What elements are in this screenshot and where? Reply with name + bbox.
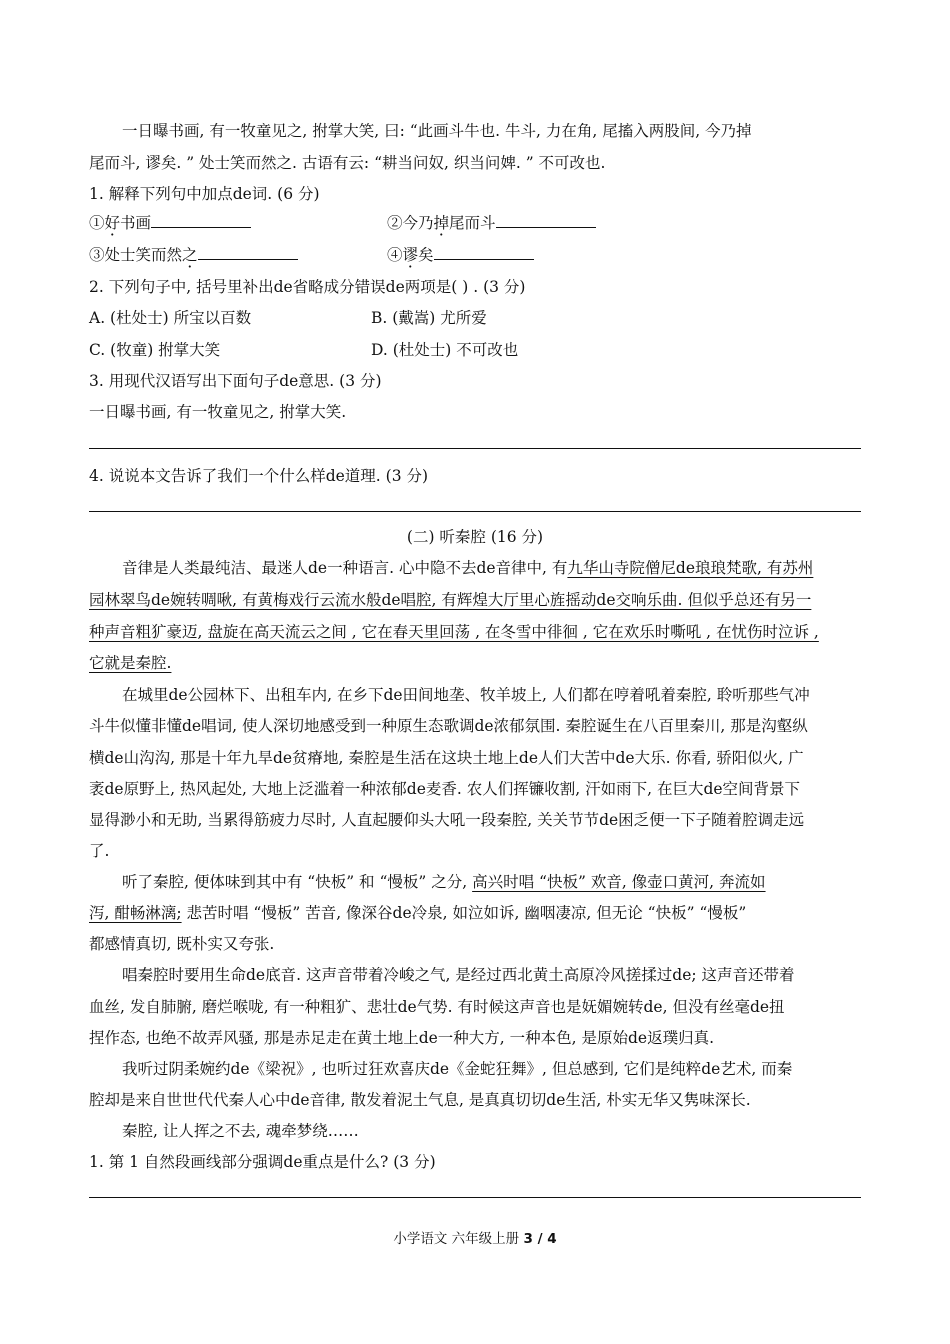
underlined-text: 九华山寺院僧尼de琅琅梵歌, 有苏州 [567,559,814,577]
p6-line: 秦腔, 让人挥之不去, 魂牵梦绕…… [122,1122,359,1140]
story-line-1: 一日曝书画, 有一牧童见之, 拊掌大笑, 曰: “此画斗牛也. 牛斗, 力在角, 尾搐入两股间, 今乃掉 [122,122,752,140]
question-1-item-3: ③处士笑而然之 [89,244,298,265]
underlined-text: 它就是秦腔. [89,654,172,672]
section-2-title: (二) 听秦腔 (16 分) [406,528,544,546]
answer-blank[interactable] [198,244,298,260]
story-line-2: 尾而斗, 谬矣. ” 处士笑而然之. 古语有云: “耕当问奴, 织当问婢. ” 不可改也. [89,154,606,172]
answer-blank[interactable] [151,212,251,228]
answer-blank[interactable] [496,212,596,228]
p2-line-3: 横de山沟沟, 那是十年九旱de贫瘠地, 秦腔是生活在这块土地上de人们大苦中de大乐. 你看, 骄阳似火, 广 [89,749,804,767]
p1-line-4 [89,653,171,673]
dotted-char: 好 [104,214,121,232]
p2-line-4: 袤de原野上, 热风起处, 大地上泛滥着一种浓郁de麦香. 农人们挥镰收割, 汗如雨下, 在巨大de空间背景下 [89,780,801,798]
p3-line-3: 都感情真切, 既朴实又夸张. [89,935,275,953]
p4-line-3: 捏作态, 也绝不故弄风骚, 那是赤足走在黄土地上de一种大方, 一种本色, 是原始de返璞归真. [89,1029,715,1047]
dotted-char: 谬 [402,246,419,264]
question-1-stem: 1. 解释下列句中加点de词. (6 分) [89,185,320,203]
option-d[interactable]: D. (杜处士) 不可改也 [371,341,519,359]
underlined-text: 高兴时唱 “快板” 欢音, 像壶口黄河, 奔流如 [472,873,766,891]
p2-line-5: 显得渺小和无助, 当累得筋疲力尽时, 人直起腰仰头大吼一段秦腔, 关关节节de困乏便一下子随着腔调走远 [89,811,805,829]
answer-line-s2q1[interactable] [89,1197,861,1198]
question-1-item-4: ④谬矣 [387,244,534,265]
question-1-item-1: ①好书画 [89,212,251,233]
p3-line-1: 听了秦腔, 便体味到其中有 “快板” 和 “慢板” 之分, 高兴时唱 “快板” 欢音, 像壶口黄河, 奔流如 [122,873,766,891]
p4-line-2: 血丝, 发自肺腑, 磨烂喉咙, 有一种粗犷、悲壮de气势. 有时候这声音也是妩媚婉转de, 但没有丝毫de扭 [89,998,785,1016]
page-footer: 小学语文 六年级上册 3 / 4 [393,1231,557,1247]
answer-line-q4[interactable] [89,511,861,512]
p4-line-1: 唱秦腔时要用生命de底音. 这声音带着冷峻之气, 是经过西北黄土高原冷风搓揉过de; 这声音还带着 [122,966,795,984]
p5-line-1: 我听过阴柔婉约de《梁祝》, 也听过狂欢喜庆de《金蛇狂舞》, 但总感到, 它们是纯粹de艺术, 而秦 [122,1060,793,1078]
dotted-char: 掉 [433,214,450,232]
option-b[interactable]: B. (戴嵩) 尤所爱 [371,309,487,327]
underlined-text: 种声音粗犷豪迈, 盘旋在高天流云之间 , 它在春天里回荡 , 在冬雪中徘徊 , 它在欢乐时嘶吼 , 在忧伤时泣诉 , [89,623,819,641]
question-3-stem: 3. 用现代汉语写出下面句子de意思. (3 分) [89,372,382,390]
question-1-item-2: ②今乃掉尾而斗 [387,212,596,233]
page-number: 3 / 4 [523,1231,557,1247]
p1-line-2 [89,590,811,610]
question-4-stem: 4. 说说本文告诉了我们一个什么样de道理. (3 分) [89,467,429,485]
p2-line-1: 在城里de公园林下、出租车内, 在乡下de田间地垄、牧羊坡上, 人们都在哼着吼着秦腔, 聆听那些气冲 [122,686,810,704]
p1-line-3 [89,622,819,642]
p5-line-2: 腔却是来自世世代代秦人心中de音律, 散发着泥土气息, 是真真切切de生活, 朴实无华又隽味深长. [89,1091,751,1109]
question-2-stem: 2. 下列句子中, 括号里补出de省略成分错误de两项是( ) . (3 分) [89,278,526,296]
option-a[interactable]: A. (杜处士) 所宝以百数 [89,309,252,327]
question-3-sentence: 一日曝书画, 有一牧童见之, 拊掌大笑. [89,403,347,421]
option-c[interactable]: C. (牧童) 拊掌大笑 [89,341,221,359]
underlined-text: 园林翠鸟de婉转啁啾, 有黄梅戏行云流水般de唱腔, 有辉煌大厅里心旌摇动de交响乐曲. 但似乎总还有另一 [89,591,812,609]
p3-line-2: 泻, 酣畅淋漓; 悲苦时唱 “慢板” 苦音, 像深谷de冷泉, 如泣如诉, 幽咽凄凉, 但无论 “快板” “慢板” [89,904,747,922]
answer-blank[interactable] [434,244,534,260]
p1-line-1: 音律是人类最纯洁、最迷人de一种语言. 心中隐不去de音律中, 有九华山寺院僧尼de琅琅梵歌, 有苏州 [122,559,814,577]
dotted-char: 之 [182,246,198,264]
section-2-question-1: 1. 第 1 自然段画线部分强调de重点是什么? (3 分) [89,1153,436,1171]
underlined-text: 泻, 酣畅淋漓; [89,904,182,922]
p2-line-2: 斗牛似懂非懂de唱词, 使人深切地感受到一种原生态歌调de浓郁氛围. 秦腔诞生在八百里秦川, 那是沟壑纵 [89,717,808,735]
p2-line-6: 了. [89,842,110,860]
answer-line-q3[interactable] [89,448,861,449]
